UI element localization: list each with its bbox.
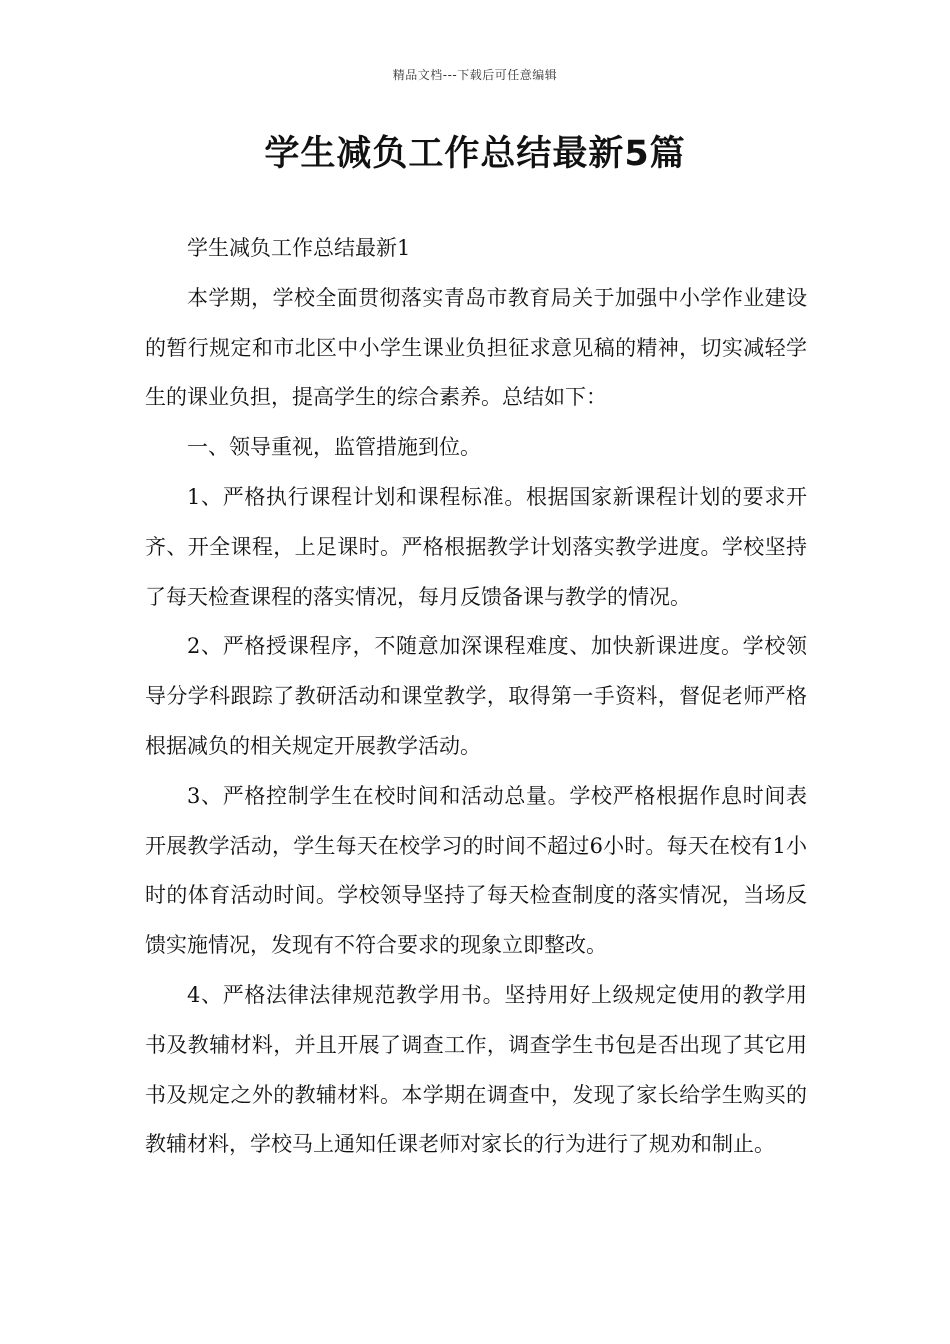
paragraph-item-2: 2、严格授课程序，不随意加深课程难度、加快新课进度。学校领导分学科跟踪了教研活动和课堂教学，取得第一手资料，督促老师严格根据减负的相关规定开展教学活动。 [145,634,807,758]
section-heading: 一、领导重视，监管措施到位。 [187,435,481,460]
paragraph-item-1: 1、严格执行课程计划和课程标准。根据国家新课程计划的要求开齐、开全课程，上足课时。严格根据教学计划落实教学进度。学校坚持了每天检查课程的落实情况，每月反馈备课与教学的情况。 [145,484,807,609]
paragraph-item-3: 3、严格控制学生在校时间和活动总量。学校严格根据作息时间表开展教学活动，学生每天在校学习的时间不超过6小时。每天在校有1小时的体育活动时间。学校领导坚持了每天检查制度的落实情况，当场反馈实施情况，发现有不符合要求的现象立即整改。 [145,783,807,958]
document-body [145,224,807,1170]
document-title: 学生减负工作总结最新5篇 [264,134,686,174]
header-note: 精品文档---下载后可任意编辑 [392,68,558,82]
paragraph-item-4: 4、严格法律法律规范教学用书。坚持用好上级规定使用的教学用书及教辅材料，并且开展了调查工作，调查学生书包是否出现了其它用书及规定之外的教辅材料。本学期在调查中，发现了家长给学生购买的教辅材料，学校马上通知任课老师对家长的行为进行了规劝和制止。 [145,982,807,1157]
section-subtitle: 学生减负工作总结最新1 [187,236,411,260]
paragraph-intro: 本学期，学校全面贯彻落实青岛市教育局关于加强中小学作业建设的暂行规定和市北区中小学生课业负担征求意见稿的精神，切实减轻学生的课业负担，提高学生的综合素养。总结如下： [145,285,807,410]
